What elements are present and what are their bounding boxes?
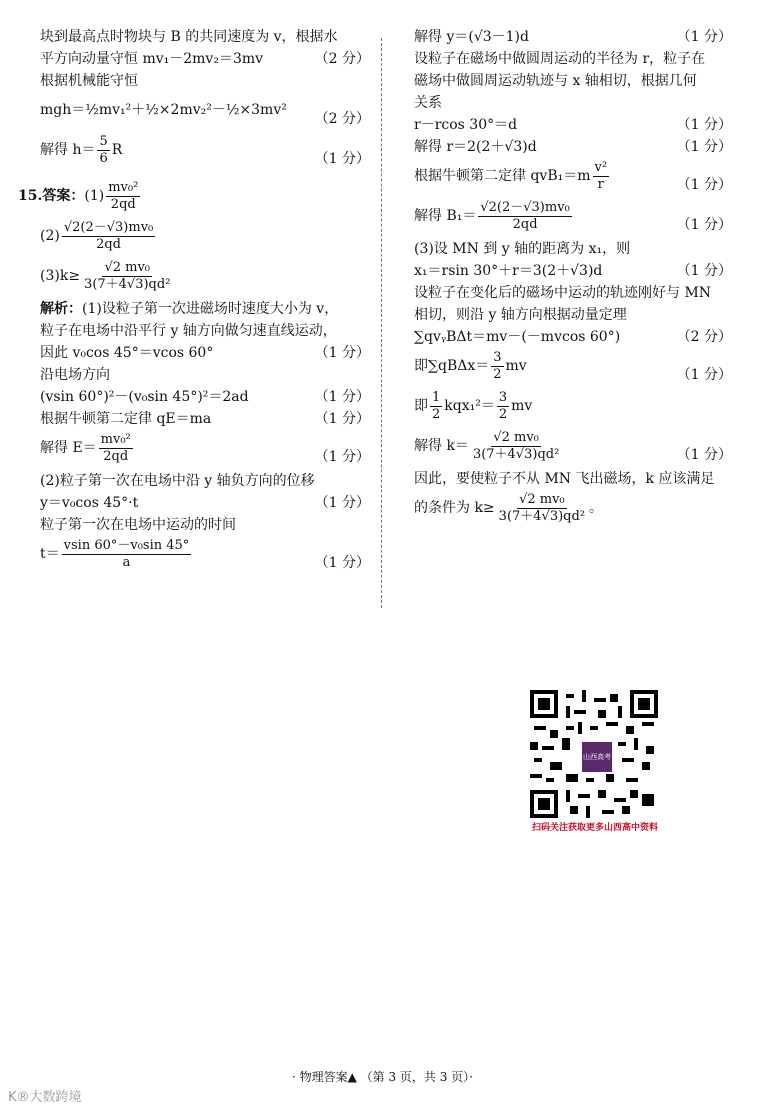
- text-line: 因此，要使粒子不从 MN 飞出磁场，k 应该满足: [414, 471, 715, 487]
- text-line: 解析：(1)设粒子第一次进磁场时速度大小为 v，: [40, 301, 339, 317]
- score: （1 分）: [314, 495, 370, 511]
- text-line: 沿电场方向: [40, 367, 110, 383]
- answer-line: (3)k≥ $\frac{\text{√2 mv₀}}{\text{3(7＋4√3)qd²}}$: [40, 259, 171, 292]
- score: （1 分）: [676, 367, 732, 383]
- fraction: $\frac{\text{vsin 60°－v₀sin 45°}}{a}$: [63, 537, 190, 570]
- watermark: K®大数跨境: [8, 1090, 82, 1105]
- text-line: r－rcos 30°＝d （1 分）: [414, 114, 732, 136]
- equation-line: 即 $\frac{1}{2}$ kqx₁²＝ $\frac{3}{2}$ mv: [414, 389, 533, 422]
- fraction: $\frac{5}{6}$: [99, 133, 108, 166]
- score: （2 分）: [314, 111, 370, 127]
- fraction: $\frac{\text{v²}}{r}$: [594, 159, 608, 192]
- score: （1 分）: [676, 139, 732, 155]
- equation-line: 解得 B₁＝ $\frac{\text{√2(2－√3)mv₀}}{2qd}$ （1 分）: [414, 198, 732, 238]
- equation-line: 解得 k＝ $\frac{\text{√2 mv₀}}{\text{3(7＋4√3)qd²}}$ （1 分）: [414, 428, 732, 468]
- score: （1 分）: [676, 117, 732, 133]
- fraction: $\frac{3}{2}$: [498, 389, 508, 422]
- fraction: $\frac{\text{√2 mv₀}}{\text{3(7＋4√3)qd²}}$: [498, 491, 586, 524]
- equation-line: 解得 E＝ $\frac{\text{mv₀²}}{2qd}$ （1 分）: [40, 430, 370, 470]
- text-line: 相切，则沿 y 轴方向根据动量定理: [414, 307, 627, 323]
- text-line: 根据牛顿第二定律 qE＝ma （1 分）: [40, 408, 370, 430]
- left-column: [18, 26, 370, 576]
- score: （1 分）: [314, 555, 370, 571]
- score: （1 分）: [314, 449, 370, 465]
- text-line: 磁场中做圆周运动轨迹与 x 轴相切，根据几何: [414, 73, 697, 89]
- fraction: $\frac{3}{2}$: [493, 349, 502, 382]
- text-line: 平方向动量守恒 mv₁－2mv₂＝3mv （2 分）: [40, 48, 370, 70]
- text-line: 设粒子在变化后的磁场中运动的轨迹刚好与 MN: [414, 285, 712, 301]
- score: （2 分）: [314, 51, 370, 67]
- fraction: $\frac{\text{√2 mv₀}}{\text{3(7＋4√3)qd²}}$: [472, 429, 560, 462]
- score: （1 分）: [314, 151, 370, 167]
- text-line: 粒子第一次在电场中运动的时间: [40, 517, 236, 533]
- score: （1 分）: [676, 29, 732, 45]
- right-column: [414, 26, 732, 530]
- score: （1 分）: [676, 263, 732, 279]
- page-footer: · 物理答案▲ （第 3 页，共 3 页）·: [291, 1070, 473, 1084]
- score: （1 分）: [676, 177, 732, 193]
- text-line: 粒子在电场中沿平行 y 轴方向做匀速直线运动，: [40, 323, 337, 339]
- score: （1 分）: [314, 411, 370, 427]
- equation-line: 解得 h＝ $\frac{5}{6}$ R （1 分）: [40, 132, 370, 172]
- text-line: 因此 v₀cos 45°＝vcos 60° （1 分）: [40, 342, 370, 364]
- fraction: $\frac{\text{mv₀²}}{2qd}$: [100, 431, 131, 464]
- column-divider: [381, 38, 382, 608]
- text-line: 根据机械能守恒: [40, 73, 138, 89]
- qr-logo: 山西高考: [580, 740, 614, 774]
- text-line: 块到最高点时物块与 B 的共同速度为 v，根据水: [40, 29, 338, 45]
- qr-caption: 扫码关注获取更多山西高中资料: [531, 823, 658, 833]
- text-line: 解得 r＝2(2＋√3)d （1 分）: [414, 136, 732, 158]
- text-line: ∑qvᵧBΔt＝mv－(－mvcos 60°) （2 分）: [414, 326, 732, 348]
- equation-line: mgh＝½mv₁²＋½×2mv₂²－½×3mv² （2 分）: [40, 92, 370, 132]
- equation-line: 的条件为 k≥ $\frac{\text{√2 mv₀}}{\text{3(7＋4√3)qd²}}$ 。: [414, 491, 604, 524]
- fraction: $\frac{\text{√2(2－√3)mv₀}}{2qd}$: [63, 219, 154, 252]
- text-line: 设粒子在磁场中做圆周运动的半径为 r，粒子在: [414, 51, 706, 67]
- score: （2 分）: [676, 329, 732, 345]
- answer-line: (2) $\frac{\text{√2(2－√3)mv₀}}{2qd}$: [40, 219, 154, 252]
- answer-line: 15.答案：(1) $\frac{\text{mv₀²}}{2qd}$: [18, 179, 139, 212]
- fraction: $\frac{\text{√2(2－√3)mv₀}}{2qd}$: [480, 199, 570, 232]
- score: （1 分）: [314, 345, 370, 361]
- fraction: $\frac{\text{mv₀²}}{2qd}$: [108, 179, 139, 212]
- text-line: 关系: [414, 95, 442, 111]
- fraction: $\frac{1}{2}$: [432, 389, 441, 422]
- fraction: $\frac{\text{√2 mv₀}}{\text{3(7＋4√3)qd²}}$: [84, 259, 171, 292]
- equation-line: t＝ $\frac{\text{vsin 60°－v₀sin 45°}}{a}$ （1 分）: [40, 536, 370, 576]
- text-line: (3)设 MN 到 y 轴的距离为 x₁，则: [414, 241, 631, 257]
- question-number: 15.: [18, 188, 43, 204]
- score: （1 分）: [676, 217, 732, 233]
- score: （1 分）: [676, 447, 732, 463]
- equation-line: 根据牛顿第二定律 qvB₁＝m $\frac{\text{v²}}{r}$ （1 分）: [414, 158, 732, 198]
- text-line: (vsin 60°)²－(v₀sin 45°)²＝2ad （1 分）: [40, 386, 370, 408]
- text-line: y＝v₀cos 45°·t （1 分）: [40, 492, 370, 514]
- score: （1 分）: [314, 389, 370, 405]
- text-line: x₁＝rsin 30°＋r＝3(2＋√3)d （1 分）: [414, 260, 732, 282]
- text-line: (2)粒子第一次在电场中沿 y 轴负方向的位移: [40, 473, 315, 489]
- equation-line: 即∑qBΔx＝ $\frac{3}{2}$ mv （1 分）: [414, 348, 732, 388]
- text-line: 解得 y＝(√3－1)d （1 分）: [414, 26, 732, 48]
